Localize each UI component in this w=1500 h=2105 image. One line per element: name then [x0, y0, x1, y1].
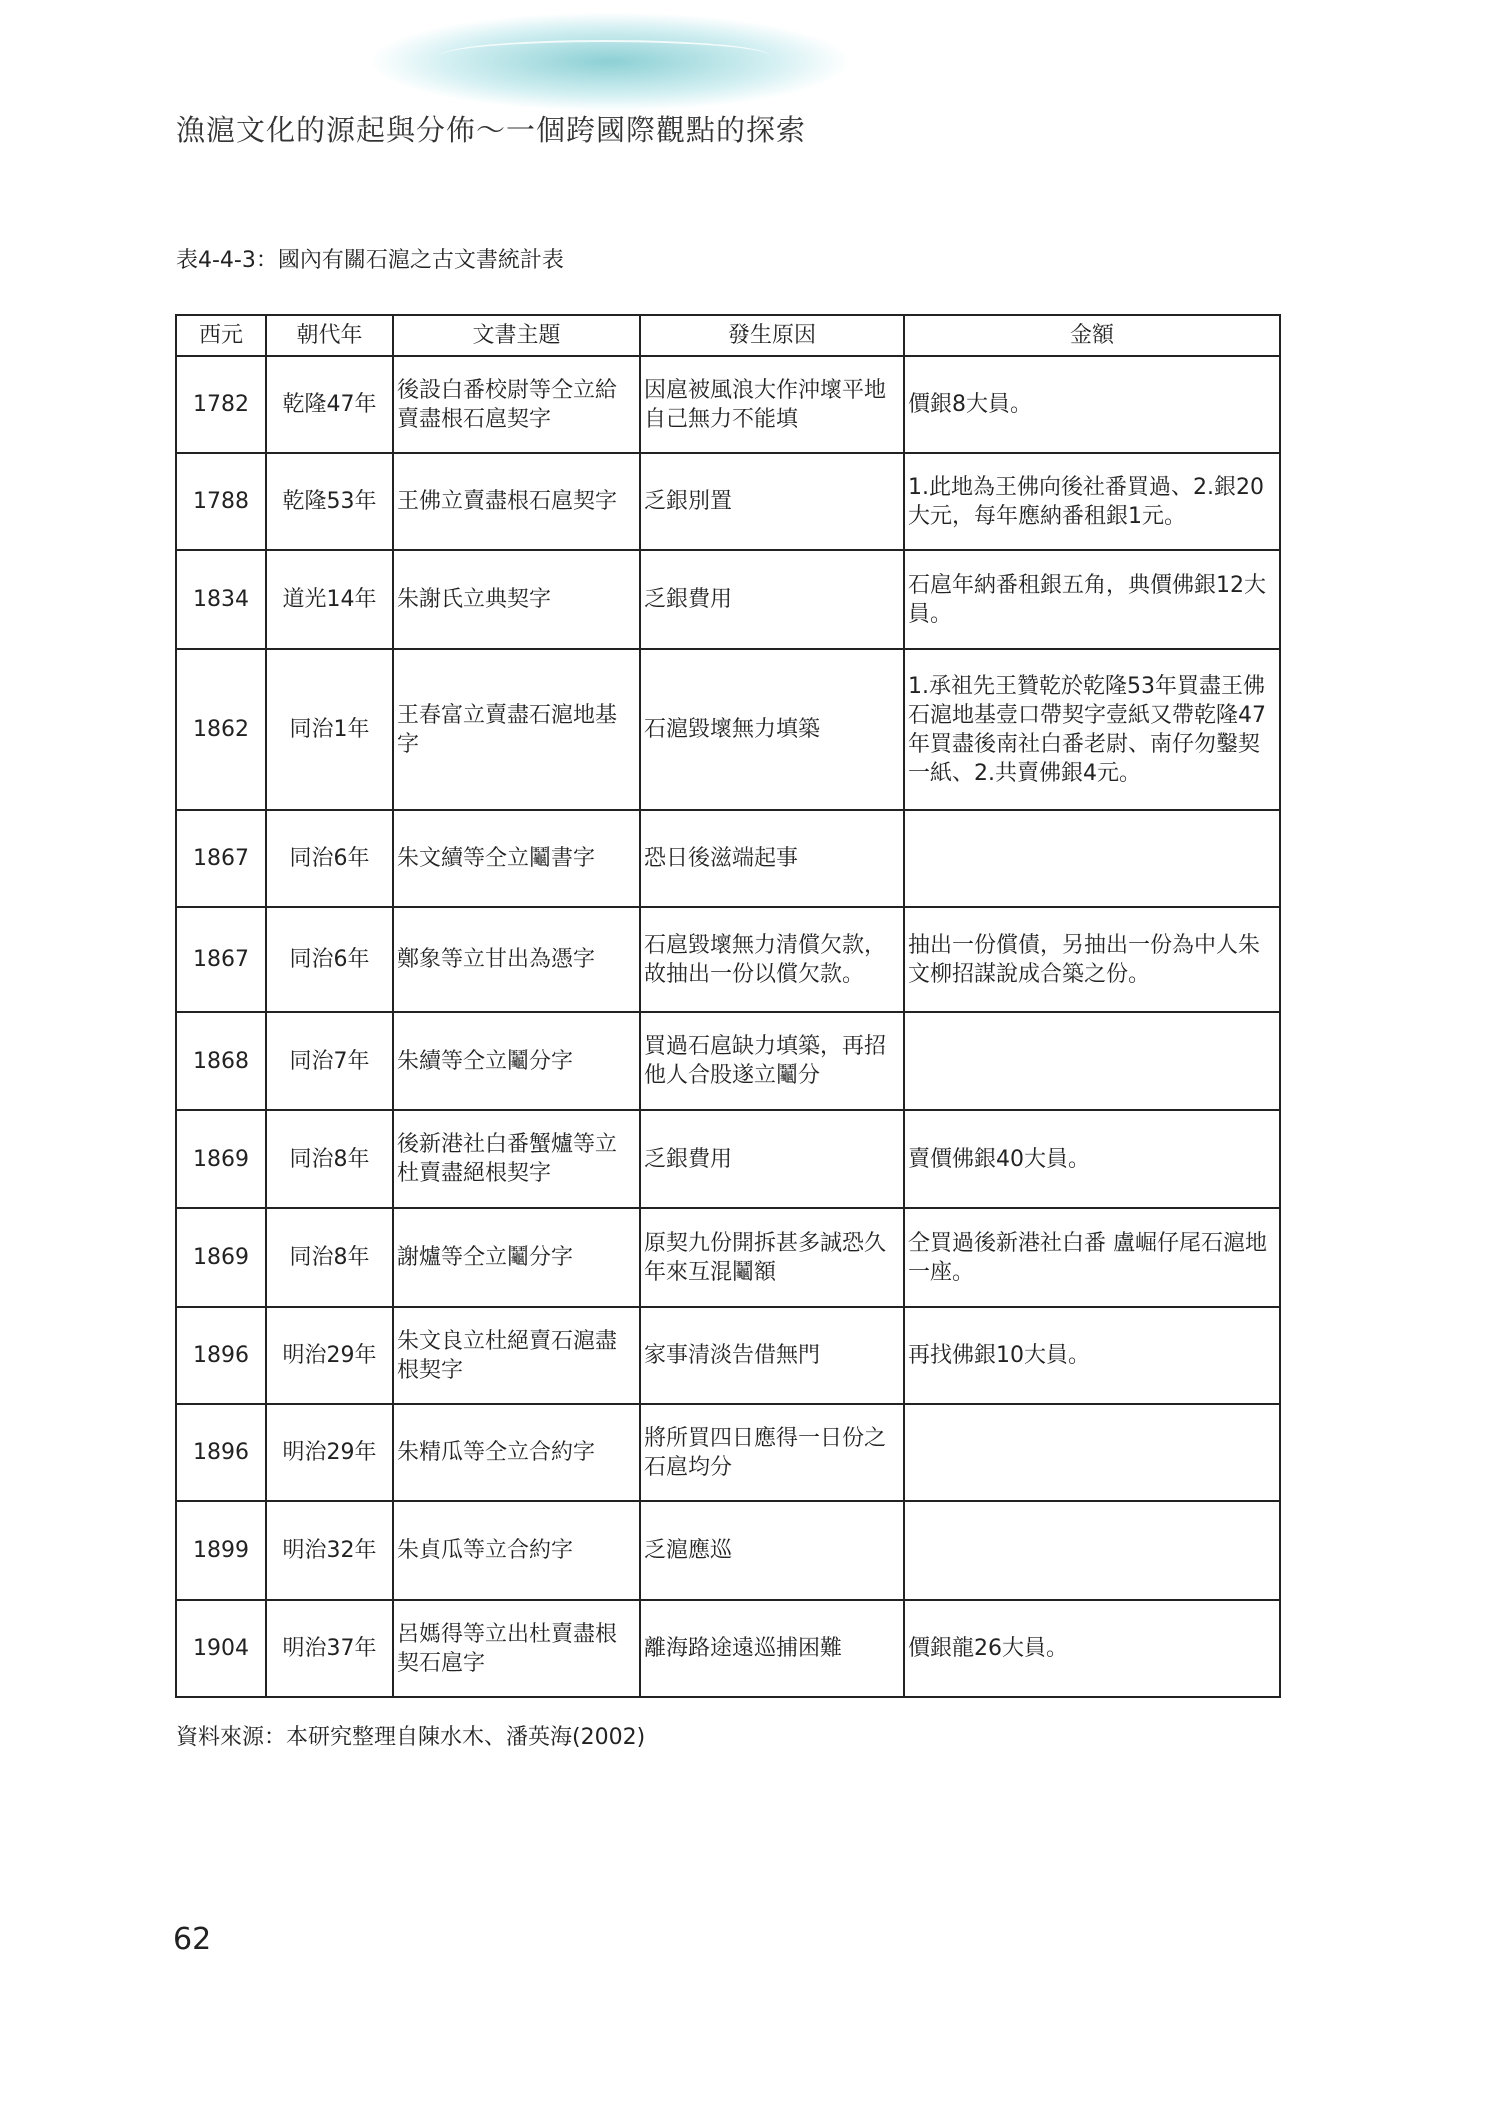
- table-cell: 因扈被風浪大作沖壞平地自己無力不能填: [640, 356, 904, 453]
- table-cell: 1.承祖先王贊乾於乾隆53年買盡王佛石滬地基壹口帶契字壹紙又帶乾隆47年買盡後南社白番老尉、南仔勿鑿契一紙、2.共賣佛銀4元。: [904, 649, 1280, 810]
- table-cell: 鄭象等立甘出為憑字: [393, 907, 640, 1012]
- table-cell: 1788: [176, 453, 266, 550]
- table-cell: 1904: [176, 1600, 266, 1697]
- table-row: [176, 907, 1280, 1012]
- column-header: 金額: [904, 315, 1280, 356]
- table-cell: 同治1年: [266, 649, 393, 810]
- table-cell: 朱貞瓜等立合約字: [393, 1501, 640, 1600]
- table-cell: 1862: [176, 649, 266, 810]
- table-row: [176, 1012, 1280, 1110]
- table-row: [176, 1110, 1280, 1208]
- table-cell: 朱精瓜等仝立合約字: [393, 1404, 640, 1501]
- table-cell: 朱謝氏立典契字: [393, 550, 640, 649]
- table-row: [176, 1307, 1280, 1404]
- header-decoration: [360, 0, 860, 112]
- source-note: 資料來源：本研究整理自陳水木、潘英海(2002): [176, 1725, 646, 1750]
- table-cell: 乾隆47年: [266, 356, 393, 453]
- table-row: [176, 810, 1280, 907]
- table-row: [176, 1404, 1280, 1501]
- table-cell: 王佛立賣盡根石扈契字: [393, 453, 640, 550]
- column-header: 西元: [176, 315, 266, 356]
- table-cell: 明治32年: [266, 1501, 393, 1600]
- table-cell: 朱文良立杜絕賣石滬盡根契字: [393, 1307, 640, 1404]
- table-cell: 買過石扈缺力填築，再招他人合股遂立鬮分: [640, 1012, 904, 1110]
- table-cell: 乏銀別置: [640, 453, 904, 550]
- table-cell: 仝買過後新港社白番 盧崛仔尾石滬地一座。: [904, 1208, 1280, 1307]
- table-cell: [904, 1404, 1280, 1501]
- table-caption: 表4-4-3：國內有關石滬之古文書統計表: [176, 248, 564, 273]
- documents-table: [175, 314, 1281, 1698]
- table-row: [176, 453, 1280, 550]
- table-cell: 石扈年納番租銀五角，典價佛銀12大員。: [904, 550, 1280, 649]
- table-cell: 謝爐等仝立鬮分字: [393, 1208, 640, 1307]
- table-cell: 原契九份開拆甚多誠恐久年來互混鬮額: [640, 1208, 904, 1307]
- table-row: [176, 649, 1280, 810]
- table-cell: 乏銀費用: [640, 1110, 904, 1208]
- table-cell: 明治29年: [266, 1307, 393, 1404]
- table-cell: 價銀8大員。: [904, 356, 1280, 453]
- table-cell: 價銀龍26大員。: [904, 1600, 1280, 1697]
- table-cell: 1.此地為王佛向後社番買過、2.銀20大元，每年應納番租銀1元。: [904, 453, 1280, 550]
- table-cell: 乏滬應巡: [640, 1501, 904, 1600]
- table-row: [176, 356, 1280, 453]
- table-cell: 1899: [176, 1501, 266, 1600]
- table-cell: [904, 810, 1280, 907]
- table-cell: 呂媽得等立出杜賣盡根契石扈字: [393, 1600, 640, 1697]
- table-cell: 朱續等仝立鬮分字: [393, 1012, 640, 1110]
- column-header: 發生原因: [640, 315, 904, 356]
- table-cell: 離海路途遠巡捕困難: [640, 1600, 904, 1697]
- table-row: [176, 1208, 1280, 1307]
- table-cell: 1868: [176, 1012, 266, 1110]
- table-cell: 1867: [176, 810, 266, 907]
- table-cell: 1782: [176, 356, 266, 453]
- table-cell: 同治8年: [266, 1208, 393, 1307]
- table-cell: [904, 1012, 1280, 1110]
- table-cell: 恐日後滋端起事: [640, 810, 904, 907]
- table-cell: 同治6年: [266, 810, 393, 907]
- table-cell: 乏銀費用: [640, 550, 904, 649]
- table-row: [176, 550, 1280, 649]
- table-cell: 後設白番校尉等仝立給賣盡根石扈契字: [393, 356, 640, 453]
- table-row: [176, 1501, 1280, 1600]
- table-cell: 抽出一份償債，另抽出一份為中人朱文柳招謀說成合築之份。: [904, 907, 1280, 1012]
- table-cell: 將所買四日應得一日份之石扈均分: [640, 1404, 904, 1501]
- running-title: 漁滬文化的源起與分佈～一個跨國際觀點的探索: [176, 113, 807, 147]
- table-cell: 1896: [176, 1404, 266, 1501]
- table-cell: 1869: [176, 1110, 266, 1208]
- table-row: [176, 1600, 1280, 1697]
- table-cell: 1896: [176, 1307, 266, 1404]
- table-cell: 道光14年: [266, 550, 393, 649]
- table-cell: 1869: [176, 1208, 266, 1307]
- table-cell: 再找佛銀10大員。: [904, 1307, 1280, 1404]
- table-cell: 明治37年: [266, 1600, 393, 1697]
- table-cell: 王春富立賣盡石滬地基字: [393, 649, 640, 810]
- table-cell: 明治29年: [266, 1404, 393, 1501]
- page-number: 62: [173, 1922, 212, 1957]
- table-cell: 同治7年: [266, 1012, 393, 1110]
- table-cell: 家事清淡告借無門: [640, 1307, 904, 1404]
- table-cell: 同治8年: [266, 1110, 393, 1208]
- column-header: 朝代年: [266, 315, 393, 356]
- table-cell: [904, 1501, 1280, 1600]
- table-cell: 乾隆53年: [266, 453, 393, 550]
- table-cell: 賣價佛銀40大員。: [904, 1110, 1280, 1208]
- table-cell: 朱文續等仝立鬮書字: [393, 810, 640, 907]
- table-cell: 同治6年: [266, 907, 393, 1012]
- column-header: 文書主題: [393, 315, 640, 356]
- table-cell: 後新港社白番蟹爐等立杜賣盡絕根契字: [393, 1110, 640, 1208]
- table-cell: 石滬毀壞無力填築: [640, 649, 904, 810]
- table-cell: 石扈毀壞無力清償欠款，故抽出一份以償欠款。: [640, 907, 904, 1012]
- table-cell: 1867: [176, 907, 266, 1012]
- table-cell: 1834: [176, 550, 266, 649]
